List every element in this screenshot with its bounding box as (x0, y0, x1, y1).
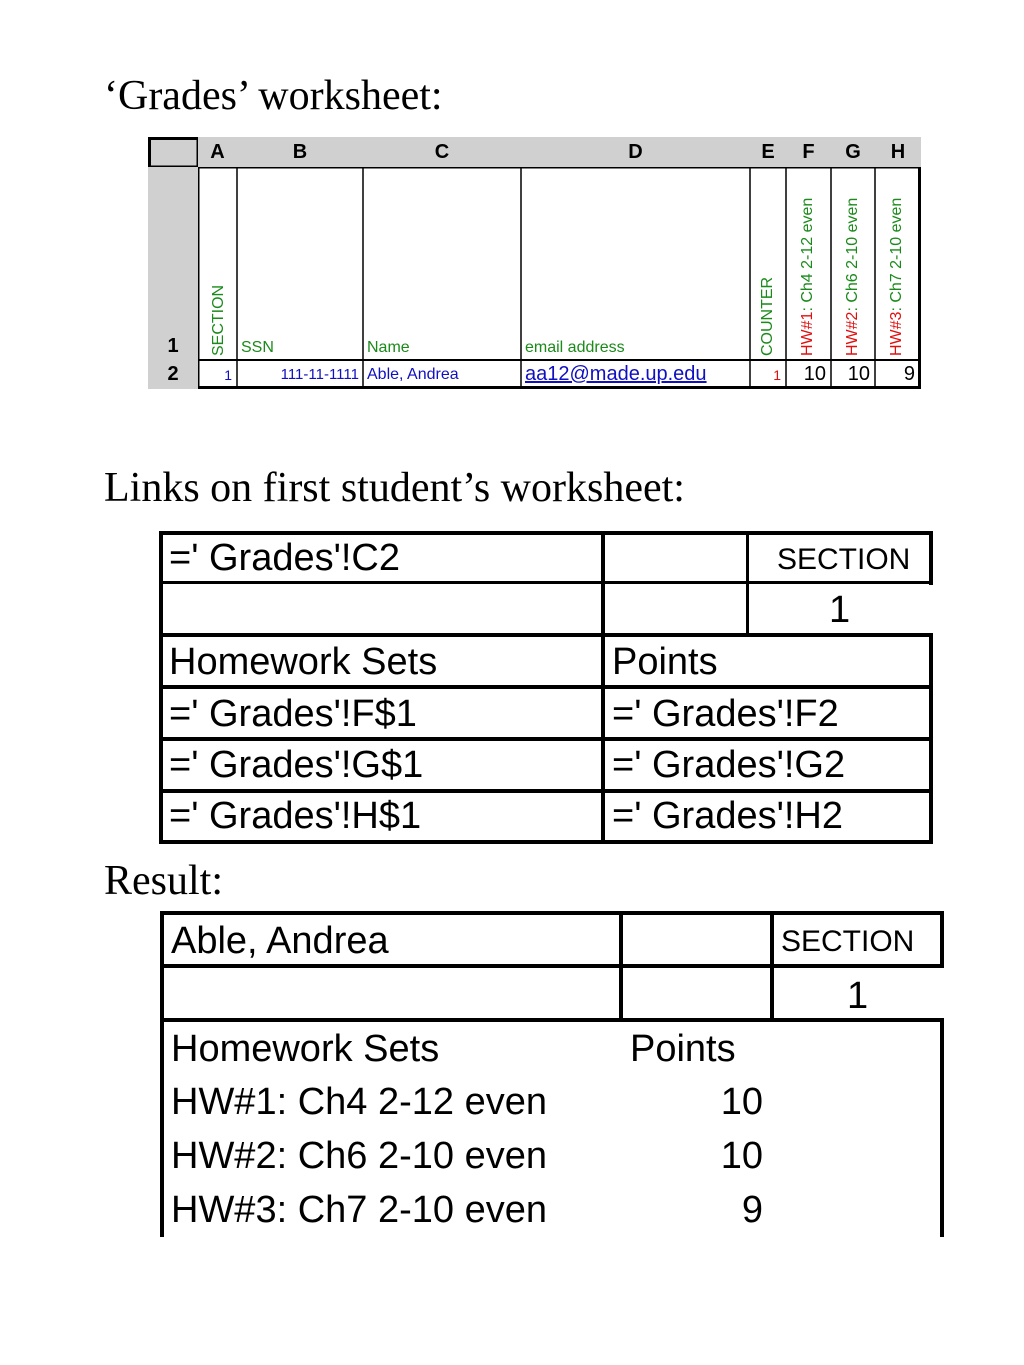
cell-e1[interactable] (750, 167, 786, 360)
email-link[interactable]: aa12@made.up.edu (525, 363, 707, 385)
email-header-text: email address (525, 339, 625, 356)
result-col-points[interactable]: Points (630, 1028, 736, 1070)
links-section-label[interactable]: SECTION (777, 543, 911, 576)
result-row-set[interactable]: HW#1: Ch4 2-12 even (171, 1081, 547, 1123)
links-row-points[interactable]: =' Grades'!F2 (612, 693, 839, 735)
row-header-1[interactable]: 1 (148, 167, 198, 360)
links-row-points[interactable]: =' Grades'!H2 (612, 795, 844, 837)
links-worksheet-heading: Links on first student’s worksheet: (104, 465, 685, 511)
grades-worksheet-heading: ‘Grades’ worksheet: (104, 73, 443, 119)
cell-e2[interactable]: 1 (773, 366, 781, 383)
hw-number-text: HW#3 (888, 311, 905, 356)
row-header-2[interactable]: 2 (148, 360, 198, 389)
section-header-text: SECTION (210, 284, 227, 356)
links-section-value[interactable]: 1 (829, 589, 851, 631)
links-name-formula[interactable]: =' Grades'!C2 (169, 537, 401, 579)
column-header-d[interactable]: D (521, 137, 750, 167)
result-row-points[interactable]: 10 (720, 1135, 763, 1177)
hw-number-text: HW#2 (844, 311, 861, 356)
links-row-set[interactable]: =' Grades'!F$1 (169, 693, 417, 735)
hw2-header-text (845, 198, 861, 356)
cell-h1[interactable] (875, 167, 921, 360)
result-section-label[interactable]: SECTION (781, 925, 915, 958)
cell-g1[interactable] (831, 167, 875, 360)
column-header-g[interactable]: G (831, 137, 875, 167)
result-row-points[interactable]: 9 (741, 1189, 763, 1231)
links-col-points[interactable]: Points (612, 641, 718, 683)
result-row-set[interactable]: HW#3: Ch7 2-10 even (171, 1189, 547, 1231)
cell-f1[interactable] (786, 167, 831, 360)
links-col-sets[interactable]: Homework Sets (169, 641, 438, 683)
name-header-text: Name (367, 339, 410, 356)
cell-h2[interactable]: 9 (903, 363, 915, 385)
cell-b2[interactable]: 111-11-1111 (280, 366, 359, 383)
cell-d1[interactable] (521, 167, 750, 360)
result-student-name[interactable]: Able, Andrea (171, 920, 389, 962)
column-header-c[interactable]: C (363, 137, 521, 167)
hw-description-text: : Ch6 2-10 even (844, 197, 861, 312)
column-header-h[interactable]: H (875, 137, 921, 167)
result-row-points[interactable]: 10 (720, 1081, 763, 1123)
links-row-set[interactable]: =' Grades'!H$1 (169, 795, 422, 837)
result-heading: Result: (104, 858, 224, 904)
links-row-set[interactable]: =' Grades'!G$1 (169, 744, 424, 786)
column-header-b[interactable]: B (237, 137, 363, 167)
cell-g2[interactable]: 10 (847, 363, 870, 385)
cell-b1[interactable] (237, 167, 363, 360)
result-section-value[interactable]: 1 (847, 975, 869, 1017)
cell-f2[interactable]: 10 (803, 363, 826, 385)
column-header-a[interactable]: A (198, 137, 237, 167)
hw-description-text: : Ch7 2-10 even (888, 197, 905, 312)
column-header-e[interactable]: E (750, 137, 786, 167)
ssn-header-text: SSN (241, 339, 274, 356)
cell-a2[interactable]: 1 (224, 366, 232, 383)
cell-c1[interactable] (363, 167, 521, 360)
column-header-f[interactable]: F (786, 137, 831, 167)
hw-description-text: : Ch4 2-12 even (799, 197, 816, 312)
hw-number-text: HW#1 (799, 311, 816, 356)
hw1-header-text (800, 198, 816, 356)
hw3-header-text (889, 198, 905, 356)
cell-c2[interactable]: Able, Andrea (367, 365, 459, 383)
links-row-points[interactable]: =' Grades'!G2 (612, 744, 846, 786)
result-row-set[interactable]: HW#2: Ch6 2-10 even (171, 1135, 547, 1177)
cell-a1[interactable] (198, 167, 237, 360)
counter-header-text: COUNTER (759, 276, 776, 356)
result-col-sets[interactable]: Homework Sets (171, 1028, 440, 1070)
grades-worksheet-table (148, 137, 921, 389)
